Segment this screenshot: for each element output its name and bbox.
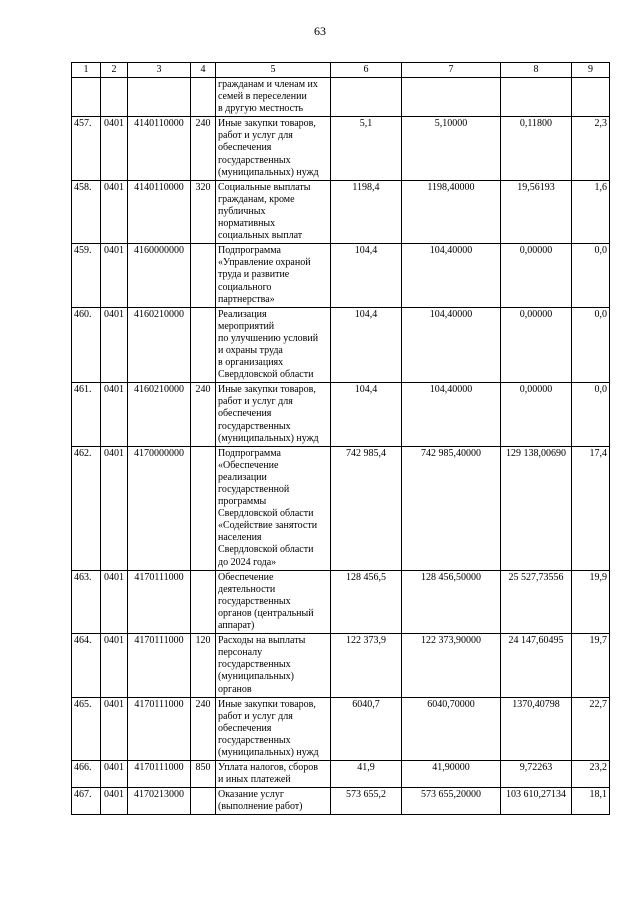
code-type xyxy=(191,788,216,815)
code-type xyxy=(191,244,216,307)
execution-percent: 0,0 xyxy=(572,244,610,307)
code-target: 4170213000 xyxy=(128,788,191,815)
amount-approved: 104,40000 xyxy=(402,307,501,383)
code-section: 0401 xyxy=(101,244,128,307)
table-row xyxy=(72,117,610,180)
execution-percent: 19,9 xyxy=(572,570,610,633)
column-header: 5 xyxy=(216,63,331,78)
amount-executed xyxy=(501,78,572,117)
item-name: Иные закупки товаров, работ и услуг для обеспечения государственных (муниципальных) нужд xyxy=(216,383,331,446)
amount-approved: 1198,40000 xyxy=(402,180,501,243)
table-row xyxy=(72,180,610,243)
amount-approved: 104,40000 xyxy=(402,244,501,307)
amount-executed: 0,00000 xyxy=(501,383,572,446)
execution-percent: 23,2 xyxy=(572,761,610,788)
code-target xyxy=(128,78,191,117)
code-type: 240 xyxy=(191,117,216,180)
execution-percent: 17,4 xyxy=(572,446,610,570)
table-row xyxy=(72,788,610,815)
code-target: 4160210000 xyxy=(128,383,191,446)
row-number: 465. xyxy=(72,697,101,760)
amount-approved: 573 655,20000 xyxy=(402,788,501,815)
column-header: 1 xyxy=(72,63,101,78)
code-section: 0401 xyxy=(101,180,128,243)
code-section: 0401 xyxy=(101,117,128,180)
code-type xyxy=(191,78,216,117)
amount-executed: 9,72263 xyxy=(501,761,572,788)
item-name: Иные закупки товаров, работ и услуг для обеспечения государственных (муниципальных) нужд xyxy=(216,697,331,760)
amount-approved: 122 373,90000 xyxy=(402,634,501,697)
amount-approved: 6040,70000 xyxy=(402,697,501,760)
code-section: 0401 xyxy=(101,761,128,788)
amount-plan xyxy=(331,78,402,117)
amount-executed: 0,00000 xyxy=(501,244,572,307)
row-number: 467. xyxy=(72,788,101,815)
execution-percent: 0,0 xyxy=(572,383,610,446)
table-row xyxy=(72,307,610,383)
code-type xyxy=(191,446,216,570)
code-section: 0401 xyxy=(101,697,128,760)
code-section: 0401 xyxy=(101,307,128,383)
amount-approved: 5,10000 xyxy=(402,117,501,180)
budget-table xyxy=(71,62,610,815)
code-target: 4160210000 xyxy=(128,307,191,383)
execution-percent xyxy=(572,78,610,117)
row-number: 458. xyxy=(72,180,101,243)
code-target: 4160000000 xyxy=(128,244,191,307)
code-type: 240 xyxy=(191,697,216,760)
code-target: 4170000000 xyxy=(128,446,191,570)
amount-executed: 1370,40798 xyxy=(501,697,572,760)
code-section: 0401 xyxy=(101,446,128,570)
row-number: 461. xyxy=(72,383,101,446)
execution-percent: 0,0 xyxy=(572,307,610,383)
amount-plan: 742 985,4 xyxy=(331,446,402,570)
code-type: 120 xyxy=(191,634,216,697)
item-name: гражданам и членам их семей в переселении в другую местность xyxy=(216,78,331,117)
amount-executed: 19,56193 xyxy=(501,180,572,243)
amount-plan: 104,4 xyxy=(331,383,402,446)
amount-executed: 129 138,00690 xyxy=(501,446,572,570)
code-section: 0401 xyxy=(101,634,128,697)
amount-approved: 742 985,40000 xyxy=(402,446,501,570)
amount-plan: 5,1 xyxy=(331,117,402,180)
execution-percent: 2,3 xyxy=(572,117,610,180)
code-section: 0401 xyxy=(101,570,128,633)
page-number: 63 xyxy=(314,24,326,38)
code-type xyxy=(191,570,216,633)
column-header: 3 xyxy=(128,63,191,78)
column-header: 6 xyxy=(331,63,402,78)
table-row xyxy=(72,383,610,446)
item-name: Подпрограмма «Обеспечение реализации государственной программы Свердловской области «Содействие занятости населения Свердловской области до 2024 года» xyxy=(216,446,331,570)
amount-plan: 128 456,5 xyxy=(331,570,402,633)
execution-percent: 1,6 xyxy=(572,180,610,243)
row-number xyxy=(72,78,101,117)
amount-approved: 41,90000 xyxy=(402,761,501,788)
table-row xyxy=(72,244,610,307)
table-header-row xyxy=(72,63,610,78)
row-number: 466. xyxy=(72,761,101,788)
code-type xyxy=(191,307,216,383)
row-number: 460. xyxy=(72,307,101,383)
table-row xyxy=(72,570,610,633)
table-row xyxy=(72,634,610,697)
code-section xyxy=(101,78,128,117)
column-header: 4 xyxy=(191,63,216,78)
item-name: Оказание услуг (выполнение работ) xyxy=(216,788,331,815)
item-name: Подпрограмма «Управление охраной труда и развитие социального партнерства» xyxy=(216,244,331,307)
row-number: 459. xyxy=(72,244,101,307)
row-number: 462. xyxy=(72,446,101,570)
execution-percent: 19,7 xyxy=(572,634,610,697)
item-name: Иные закупки товаров, работ и услуг для обеспечения государственных (муниципальных) нужд xyxy=(216,117,331,180)
code-section: 0401 xyxy=(101,788,128,815)
item-name: Обеспечение деятельности государственных органов (центральный аппарат) xyxy=(216,570,331,633)
row-number: 457. xyxy=(72,117,101,180)
item-name: Уплата налогов, сборов и иных платежей xyxy=(216,761,331,788)
amount-executed: 0,00000 xyxy=(501,307,572,383)
code-target: 4170111000 xyxy=(128,570,191,633)
execution-percent: 22,7 xyxy=(572,697,610,760)
amount-approved: 128 456,50000 xyxy=(402,570,501,633)
amount-plan: 104,4 xyxy=(331,244,402,307)
code-target: 4140110000 xyxy=(128,117,191,180)
execution-percent: 18,1 xyxy=(572,788,610,815)
amount-plan: 41,9 xyxy=(331,761,402,788)
row-number: 463. xyxy=(72,570,101,633)
amount-plan: 122 373,9 xyxy=(331,634,402,697)
table-row xyxy=(72,446,610,570)
table-row xyxy=(72,697,610,760)
column-header: 8 xyxy=(501,63,572,78)
amount-plan: 104,4 xyxy=(331,307,402,383)
amount-approved xyxy=(402,78,501,117)
amount-plan: 6040,7 xyxy=(331,697,402,760)
code-target: 4170111000 xyxy=(128,761,191,788)
amount-executed: 103 610,27134 xyxy=(501,788,572,815)
amount-plan: 1198,4 xyxy=(331,180,402,243)
table-row xyxy=(72,761,610,788)
amount-plan: 573 655,2 xyxy=(331,788,402,815)
code-target: 4170111000 xyxy=(128,634,191,697)
code-target: 4170111000 xyxy=(128,697,191,760)
amount-approved: 104,40000 xyxy=(402,383,501,446)
column-header: 9 xyxy=(572,63,610,78)
code-section: 0401 xyxy=(101,383,128,446)
table-row xyxy=(72,78,610,117)
code-type: 320 xyxy=(191,180,216,243)
code-type: 850 xyxy=(191,761,216,788)
row-number: 464. xyxy=(72,634,101,697)
column-header: 2 xyxy=(101,63,128,78)
amount-executed: 0,11800 xyxy=(501,117,572,180)
item-name: Социальные выплаты гражданам, кроме публичных нормативных социальных выплат xyxy=(216,180,331,243)
item-name: Реализация мероприятий по улучшению условий и охраны труда в организациях Свердловской области xyxy=(216,307,331,383)
code-type: 240 xyxy=(191,383,216,446)
amount-executed: 24 147,60495 xyxy=(501,634,572,697)
code-target: 4140110000 xyxy=(128,180,191,243)
amount-executed: 25 527,73556 xyxy=(501,570,572,633)
column-header: 7 xyxy=(402,63,501,78)
item-name: Расходы на выплаты персоналу государственных (муниципальных) органов xyxy=(216,634,331,697)
